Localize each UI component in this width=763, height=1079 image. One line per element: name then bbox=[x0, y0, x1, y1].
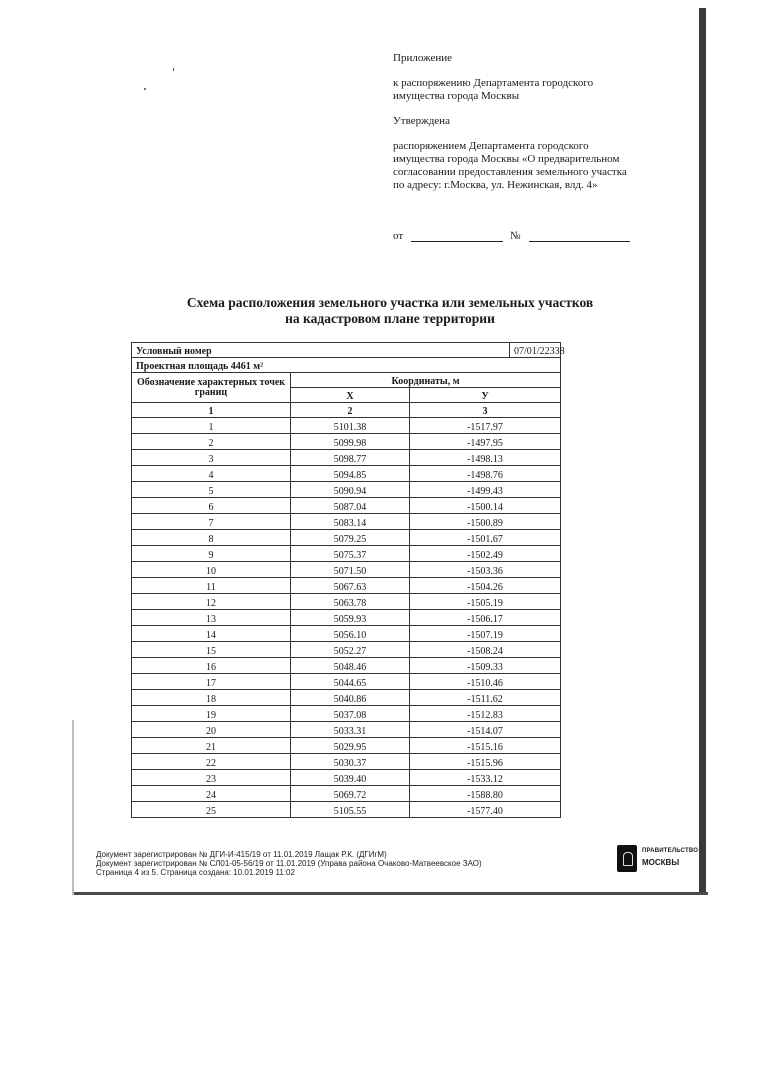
scan-edge-left bbox=[72, 720, 74, 895]
table-row bbox=[132, 418, 561, 434]
x-coordinate-cell: 5075.37 bbox=[291, 546, 410, 562]
x-coordinate-cell: 5044.65 bbox=[291, 674, 410, 690]
coordinates-table bbox=[131, 342, 565, 818]
point-number-cell: 16 bbox=[132, 658, 291, 674]
coordinates-column-header: Координаты, м bbox=[291, 373, 561, 388]
y-column-header: У bbox=[410, 388, 561, 403]
scan-speck bbox=[144, 88, 146, 90]
x-coordinate-cell: 5056.10 bbox=[291, 626, 410, 642]
table-row bbox=[132, 642, 561, 658]
x-coordinate-cell: 5059.93 bbox=[291, 610, 410, 626]
point-number-cell: 13 bbox=[132, 610, 291, 626]
y-coordinate-cell: -1500.89 bbox=[410, 514, 561, 530]
y-coordinate-cell: -1515.16 bbox=[410, 738, 561, 754]
table-row bbox=[132, 578, 561, 594]
x-coordinate-cell: 5071.50 bbox=[291, 562, 410, 578]
table-row bbox=[132, 802, 561, 818]
x-coordinate-cell: 5029.95 bbox=[291, 738, 410, 754]
y-coordinate-cell: -1517.97 bbox=[410, 418, 561, 434]
table-row bbox=[132, 690, 561, 706]
column-number-1: 1 bbox=[132, 403, 291, 418]
point-number-cell: 22 bbox=[132, 754, 291, 770]
x-coordinate-cell: 5037.08 bbox=[291, 706, 410, 722]
table-row bbox=[132, 706, 561, 722]
point-number-cell: 3 bbox=[132, 450, 291, 466]
x-coordinate-cell: 5063.78 bbox=[291, 594, 410, 610]
footer-line-2: Документ зарегистрирован № СЛ01-05-56/19 от 11.01.2019 (Управа района Очаково-Матвеевское ЗАО) bbox=[96, 859, 482, 868]
y-coordinate-cell: -1504.26 bbox=[410, 578, 561, 594]
point-number-cell: 20 bbox=[132, 722, 291, 738]
table-row bbox=[132, 738, 561, 754]
scan-edge-right bbox=[699, 8, 706, 894]
table-row bbox=[132, 658, 561, 674]
point-number-cell: 15 bbox=[132, 642, 291, 658]
x-coordinate-cell: 5090.94 bbox=[291, 482, 410, 498]
title-line-2: на кадастровом плане территории bbox=[285, 311, 495, 326]
table-row bbox=[132, 594, 561, 610]
title-line-1: Схема расположения земельного участка или земельных участков bbox=[186, 295, 594, 310]
x-coordinate-cell: 5105.55 bbox=[291, 802, 410, 818]
x-coordinate-cell: 5094.85 bbox=[291, 466, 410, 482]
conditional-number-value: 07/01/22338 bbox=[510, 343, 561, 358]
y-coordinate-cell: -1510.46 bbox=[410, 674, 561, 690]
column-number-3: 3 bbox=[410, 403, 561, 418]
point-number-cell: 5 bbox=[132, 482, 291, 498]
y-coordinate-cell: -1498.76 bbox=[410, 466, 561, 482]
number-label: № bbox=[510, 230, 521, 242]
footer-line-1: Документ зарегистрирован № ДГИ-И-415/19 от 11.01.2019 Лащак Р.К. (ДГИгМ) bbox=[96, 850, 387, 859]
logo-line-1: ПРАВИТЕЛЬСТВО bbox=[642, 848, 699, 854]
point-number-cell: 14 bbox=[132, 626, 291, 642]
area-label: Проектная площадь 4461 м² bbox=[132, 358, 561, 373]
registration-footer bbox=[96, 850, 482, 877]
y-coordinate-cell: -1512.83 bbox=[410, 706, 561, 722]
moscow-government-logo bbox=[617, 843, 707, 877]
point-number-cell: 24 bbox=[132, 786, 291, 802]
table-row bbox=[132, 562, 561, 578]
x-coordinate-cell: 5079.25 bbox=[291, 530, 410, 546]
point-number-cell: 19 bbox=[132, 706, 291, 722]
point-number-cell: 25 bbox=[132, 802, 291, 818]
x-coordinate-cell: 5087.04 bbox=[291, 498, 410, 514]
appendix-header bbox=[393, 52, 643, 192]
x-coordinate-cell: 5098.77 bbox=[291, 450, 410, 466]
x-coordinate-cell: 5101.38 bbox=[291, 418, 410, 434]
document-title bbox=[150, 295, 630, 327]
table-row bbox=[132, 786, 561, 802]
footer-line-3: Страница 4 из 5. Страница создана: 10.01.2019 11:02 bbox=[96, 868, 295, 877]
x-coordinate-cell: 5048.46 bbox=[291, 658, 410, 674]
from-label: от bbox=[393, 230, 404, 242]
date-blank bbox=[411, 241, 503, 242]
scan-edge-bottom bbox=[72, 892, 708, 895]
x-column-header: X bbox=[291, 388, 410, 403]
table-row bbox=[132, 722, 561, 738]
point-number-cell: 1 bbox=[132, 418, 291, 434]
table-row bbox=[132, 610, 561, 626]
x-coordinate-cell: 5067.63 bbox=[291, 578, 410, 594]
y-coordinate-cell: -1502.49 bbox=[410, 546, 561, 562]
y-coordinate-cell: -1507.19 bbox=[410, 626, 561, 642]
y-coordinate-cell: -1500.14 bbox=[410, 498, 561, 514]
y-coordinate-cell: -1503.36 bbox=[410, 562, 561, 578]
point-column-header: Обозначение характерных точек границ bbox=[132, 373, 291, 403]
point-number-cell: 6 bbox=[132, 498, 291, 514]
y-coordinate-cell: -1511.62 bbox=[410, 690, 561, 706]
point-number-cell: 18 bbox=[132, 690, 291, 706]
table-row bbox=[132, 482, 561, 498]
table-row bbox=[132, 770, 561, 786]
coordinates-rows bbox=[132, 418, 561, 818]
table-row bbox=[132, 466, 561, 482]
table-row bbox=[132, 514, 561, 530]
y-coordinate-cell: -1501.67 bbox=[410, 530, 561, 546]
y-coordinate-cell: -1499.43 bbox=[410, 482, 561, 498]
point-number-cell: 8 bbox=[132, 530, 291, 546]
point-number-cell: 2 bbox=[132, 434, 291, 450]
y-coordinate-cell: -1508.24 bbox=[410, 642, 561, 658]
point-number-cell: 21 bbox=[132, 738, 291, 754]
column-number-2: 2 bbox=[291, 403, 410, 418]
point-number-cell: 10 bbox=[132, 562, 291, 578]
point-number-cell: 17 bbox=[132, 674, 291, 690]
point-number-cell: 12 bbox=[132, 594, 291, 610]
x-coordinate-cell: 5040.86 bbox=[291, 690, 410, 706]
y-coordinate-cell: -1497.95 bbox=[410, 434, 561, 450]
point-number-cell: 11 bbox=[132, 578, 291, 594]
table-row bbox=[132, 434, 561, 450]
y-coordinate-cell: -1533.12 bbox=[410, 770, 561, 786]
y-coordinate-cell: -1577.40 bbox=[410, 802, 561, 818]
logo-line-2: МОСКВЫ bbox=[642, 858, 680, 867]
approved-by-text: распоряжением Департамента городского имущества города Москвы «О предварительном согласовании предоставления земельного участка по адресу: г.Москва, ул. Нежинская, влд. 4» bbox=[393, 140, 627, 191]
table-row bbox=[132, 530, 561, 546]
table-row bbox=[132, 546, 561, 562]
x-coordinate-cell: 5033.31 bbox=[291, 722, 410, 738]
y-coordinate-cell: -1506.17 bbox=[410, 610, 561, 626]
appendix-label: Приложение bbox=[393, 52, 453, 64]
conditional-number-label: Условный номер bbox=[132, 343, 510, 358]
y-coordinate-cell: -1515.96 bbox=[410, 754, 561, 770]
moscow-emblem-icon bbox=[617, 845, 637, 872]
y-coordinate-cell: -1514.07 bbox=[410, 722, 561, 738]
table-row bbox=[132, 754, 561, 770]
x-coordinate-cell: 5039.40 bbox=[291, 770, 410, 786]
table-row bbox=[132, 450, 561, 466]
date-number-line bbox=[393, 230, 638, 244]
approved-label: Утверждена bbox=[393, 115, 450, 127]
point-number-cell: 9 bbox=[132, 546, 291, 562]
x-coordinate-cell: 5030.37 bbox=[291, 754, 410, 770]
point-number-cell: 23 bbox=[132, 770, 291, 786]
number-blank bbox=[529, 241, 630, 242]
y-coordinate-cell: -1588.80 bbox=[410, 786, 561, 802]
appendix-to-order: к распоряжению Департамента городского имущества города Москвы bbox=[393, 77, 594, 102]
y-coordinate-cell: -1509.33 bbox=[410, 658, 561, 674]
y-coordinate-cell: -1498.13 bbox=[410, 450, 561, 466]
scan-speck bbox=[173, 68, 174, 71]
x-coordinate-cell: 5083.14 bbox=[291, 514, 410, 530]
x-coordinate-cell: 5069.72 bbox=[291, 786, 410, 802]
table-row bbox=[132, 498, 561, 514]
table-row bbox=[132, 626, 561, 642]
point-number-cell: 7 bbox=[132, 514, 291, 530]
point-number-cell: 4 bbox=[132, 466, 291, 482]
x-coordinate-cell: 5052.27 bbox=[291, 642, 410, 658]
x-coordinate-cell: 5099.98 bbox=[291, 434, 410, 450]
y-coordinate-cell: -1505.19 bbox=[410, 594, 561, 610]
table-row bbox=[132, 674, 561, 690]
